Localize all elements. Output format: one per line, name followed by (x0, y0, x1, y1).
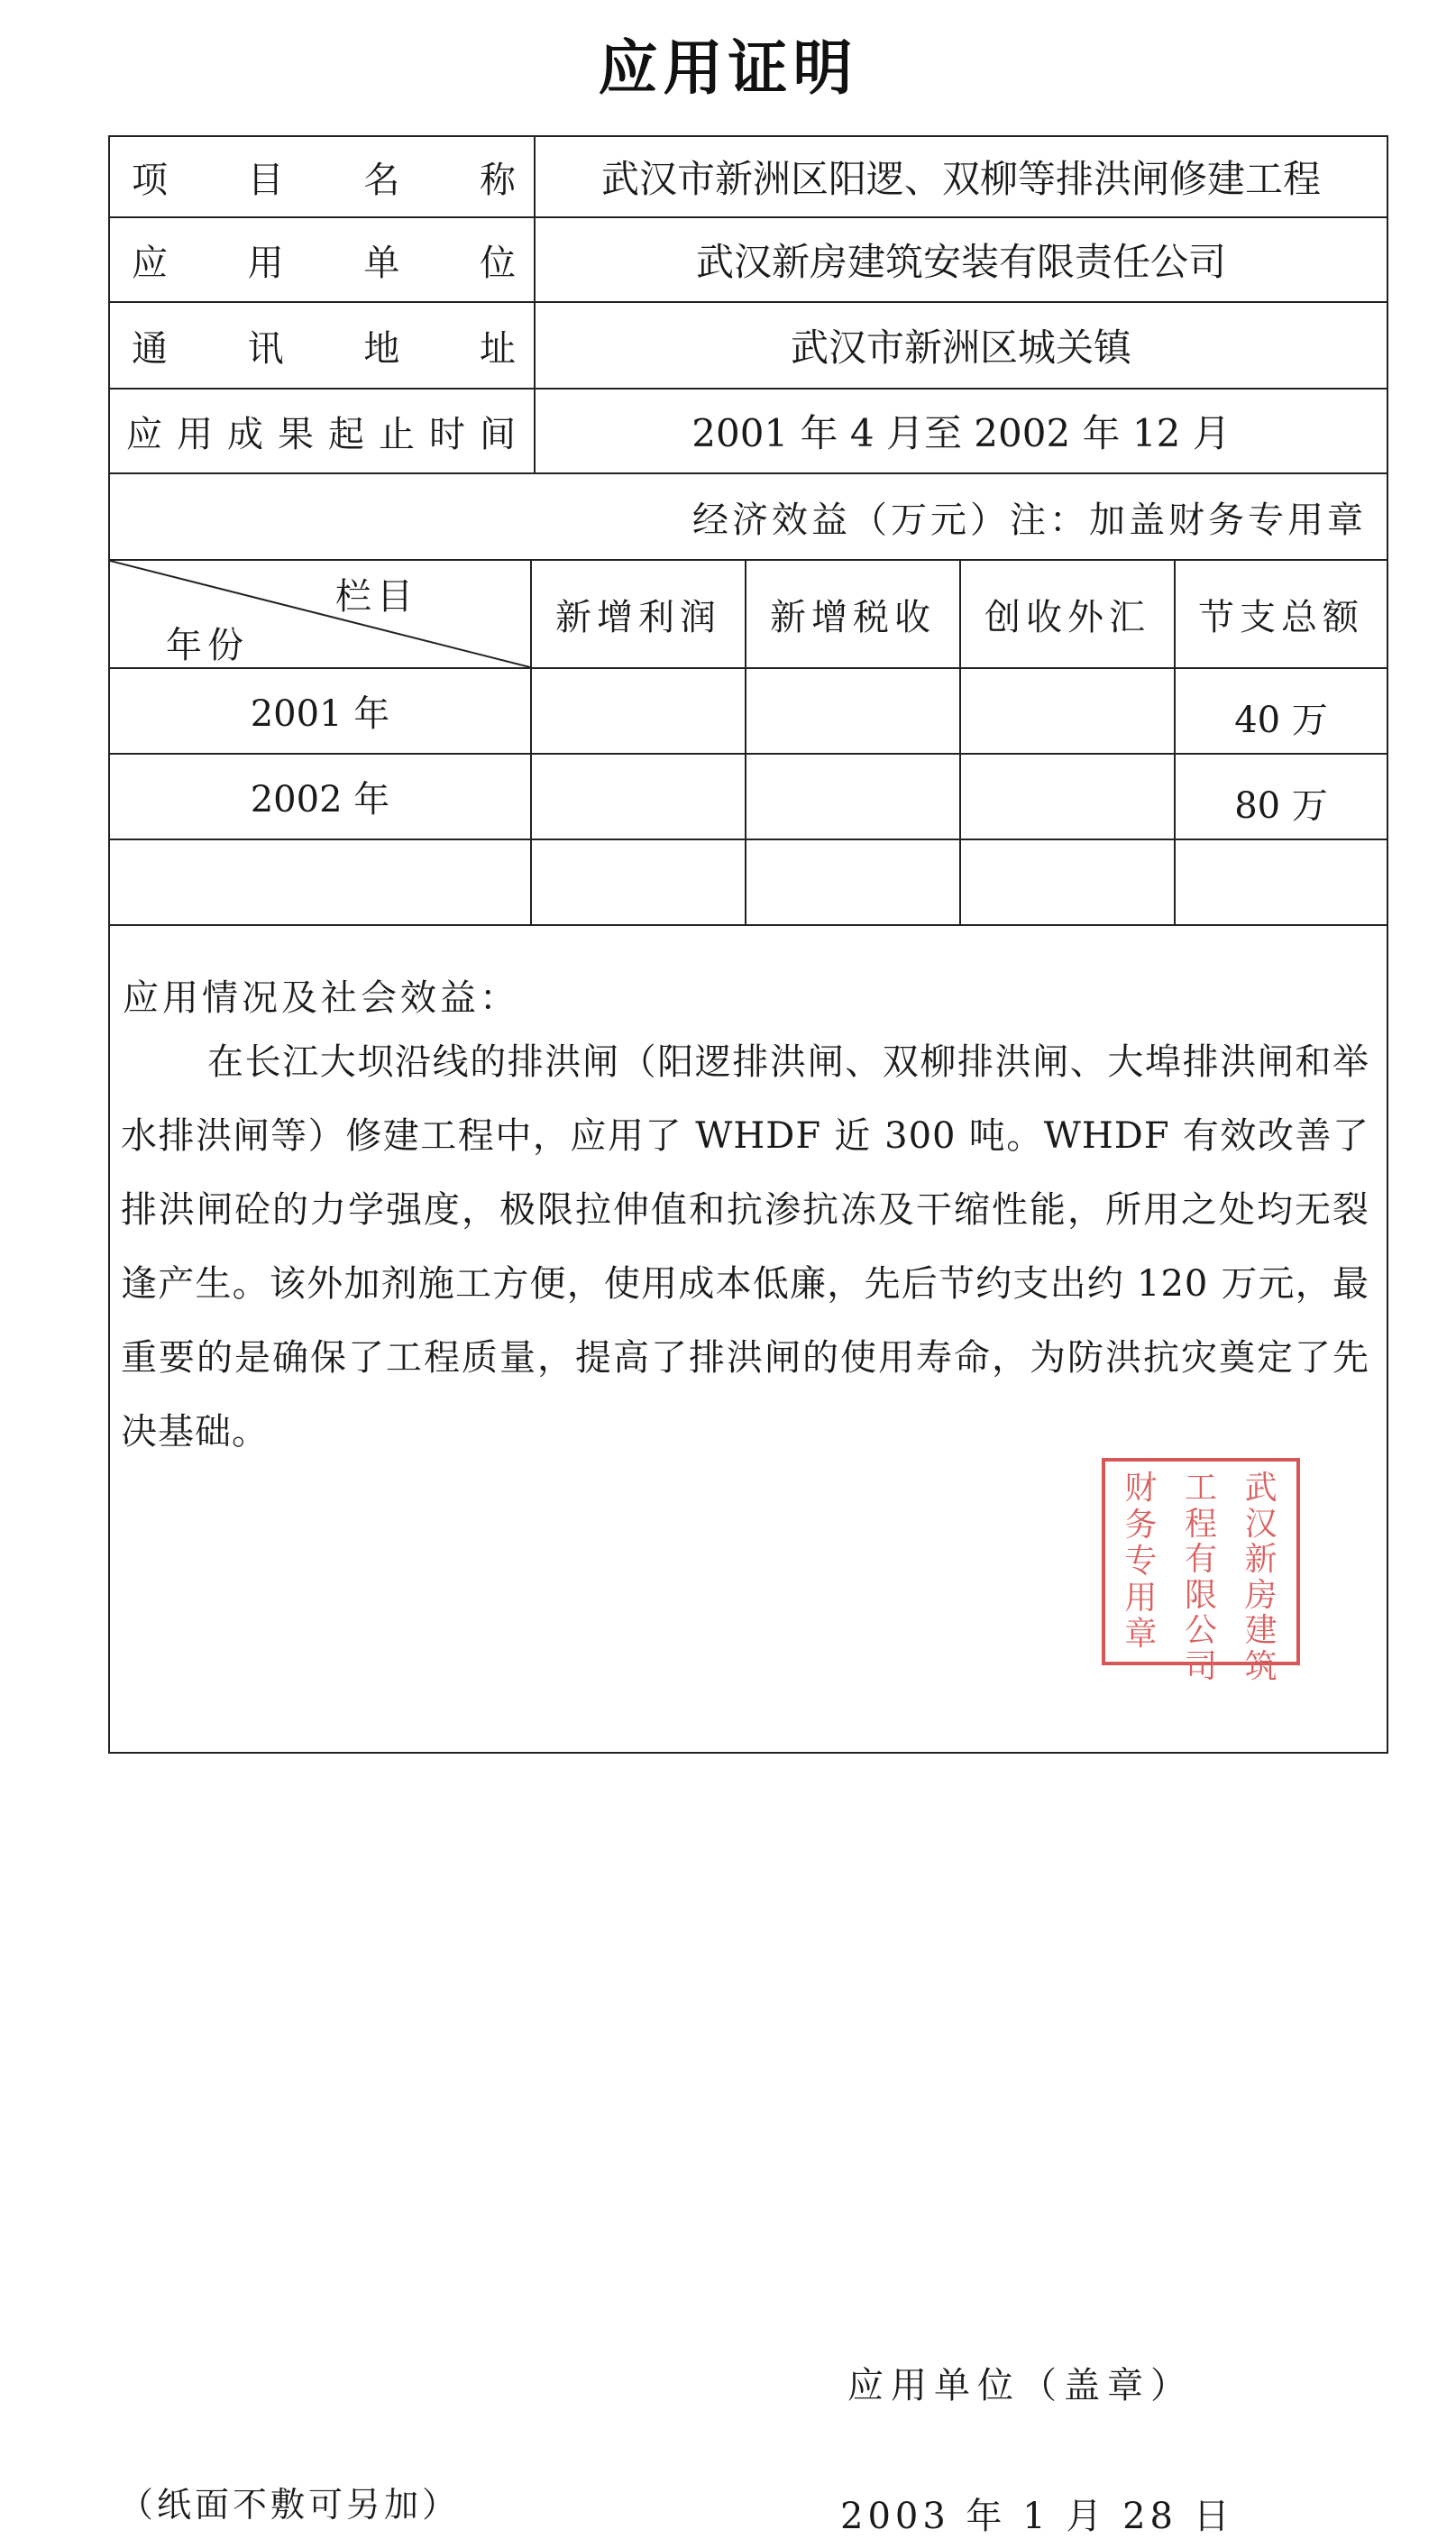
project-name-value: 武汉市新洲区阳逻、双柳等排洪闸修建工程 (536, 137, 1387, 218)
period-label: 应 用 成 果 起 止 时 间 (110, 390, 536, 474)
applying-unit-label: 应 用 单 位 (110, 218, 536, 303)
col-new-profit: 新增利润 (532, 561, 746, 669)
table-cell (961, 669, 1176, 755)
table-cell-savings: 80 万 (1176, 755, 1387, 840)
table-cell (746, 669, 961, 755)
table-cell (961, 840, 1176, 926)
table-cell (532, 755, 746, 840)
page-title: 应用证明 (598, 33, 858, 103)
table-cell (1176, 840, 1387, 926)
seal-column: 武 汉 新 房 建 筑 (1244, 1470, 1277, 1685)
table-cell (746, 755, 961, 840)
table-cell (746, 840, 961, 926)
paper-footnote: （纸面不敷可另加） (119, 2485, 461, 2525)
table-cell (532, 669, 746, 755)
col-total-savings: 节支总额 (1176, 561, 1387, 669)
table-corner-cell (110, 561, 532, 669)
certificate-form (108, 135, 1388, 2537)
table-row-year: 2001 年 (110, 669, 532, 755)
address-label: 通 讯 地 址 (110, 303, 536, 390)
usage-heading: 应用情况及社会效益： (123, 977, 519, 1019)
project-name-label: 项 目 名 称 (110, 137, 536, 218)
table-cell-savings: 40 万 (1176, 669, 1387, 755)
table-cell (961, 755, 1176, 840)
address-value: 武汉市新洲区城关镇 (536, 303, 1387, 390)
seal-column: 工 程 有 限 公 司 (1184, 1470, 1217, 1685)
usage-body-text: 在长江大坝沿线的排洪闸（阳逻排洪闸、双柳排洪闸、大埠排洪闸和举水排洪闸等）修建工程中，应用了 WHDF 近 300 吨。WHDF 有效改善了排洪闸砼的力学强度，极限拉伸值和抗渗抗冻及干缩性能，所用之处均无裂逢产生。该外加剂施工方便，使用成本低廉，先后节约支出约 120 万元，最重要的是确保了工程质量，提高了排洪闸的使用寿命，为防洪抗灾奠定了先决基础。 (121, 1041, 1369, 1453)
economic-benefit-note: 经济效益（万元）注：加盖财务专用章 (110, 474, 1387, 561)
corner-column-label: 栏目 (335, 576, 418, 618)
signature-date: 2003 年 1 月 28 日 (840, 2496, 1234, 2537)
corner-row-label: 年份 (166, 625, 249, 666)
table-row-year (110, 840, 532, 926)
company-seal-stamp (1102, 1458, 1300, 1685)
period-value: 2001 年 4 月至 2002 年 12 月 (536, 390, 1387, 474)
signature-label: 应用单位（盖章） (847, 2365, 1194, 2406)
applying-unit-value: 武汉新房建筑安装有限责任公司 (536, 218, 1387, 303)
table-cell (532, 840, 746, 926)
table-row-year: 2002 年 (110, 755, 532, 840)
col-new-tax: 新增税收 (746, 561, 961, 669)
seal-column: 财 务 专 用 章 (1124, 1470, 1158, 1654)
col-foreign-exchange: 创收外汇 (961, 561, 1176, 669)
